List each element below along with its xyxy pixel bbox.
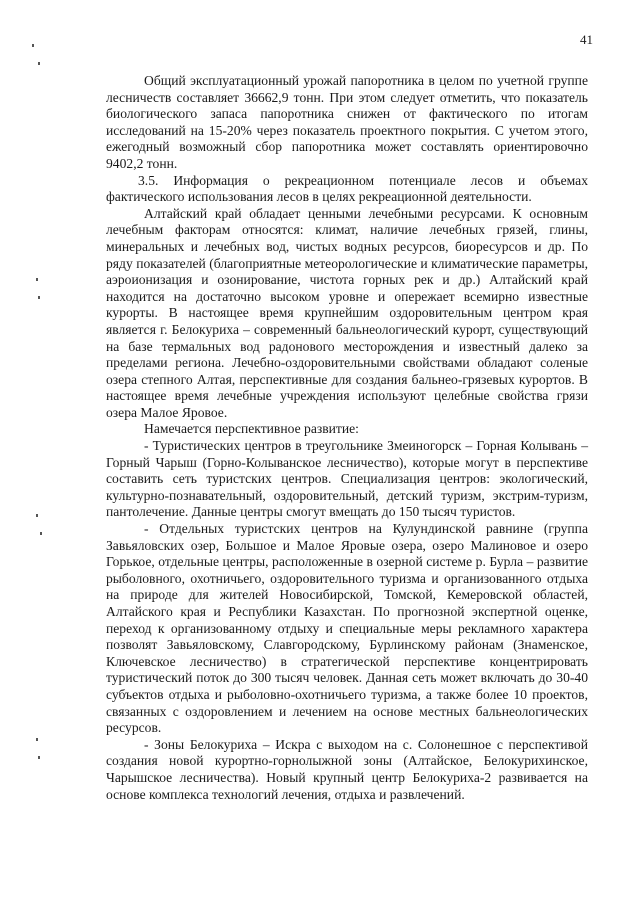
scan-mark [40, 532, 42, 535]
paragraph-development-intro: Намечается перспективное развитие: [144, 421, 359, 437]
scan-mark [32, 44, 34, 47]
document-body [106, 73, 588, 803]
scan-mark [36, 278, 38, 281]
scan-mark [38, 756, 40, 759]
paragraph-belokurikha-zone: - Зоны Белокуриха – Искра с выходом на с. Солонешное с перспективой создания новой курортно-горнолыжной зоны (Алтайское, Белокурихинское, Чарышское лесничества). Новый крупный центр Белокуриха-2 развивается на основе комплекса технологий лечения, отдыха и развлечений. [106, 736, 588, 802]
scan-mark [38, 62, 40, 65]
paragraph-zmeinogorsk-centers: - Туристических центров в треугольнике Змеиногорск – Горная Колывань – Горный Чарыш (Горно-Колыванское лесничество), которые могут в перспективе составить сеть туристских центров. Специализация центров: экологический, культурно-познавательный, оздоровительный, детский туризм, экстрим-туризм, пантолечение. Данные центры смогут вмещать до 150 тысяч туристов. [106, 438, 588, 520]
paragraph-fern-harvest: Общий эксплуатационный урожай папоротника в целом по учетной группе лесничеств составляет 36662,9 тонн. При этом следует отметить, что показатель биологического запаса папоротника снижен от фактического по итогам исследований на 15-20% через показатель проектного покрытия. С учетом этого, ежегодный возможный сбор папоротника может составлять ориентировочно 9402,2 тонн. [106, 73, 588, 171]
scan-mark [38, 296, 40, 299]
section-heading-recreation: 3.5. Информация о рекреационном потенциале лесов и объемах фактического использования лесов в целях рекреационной деятельности. [106, 172, 588, 205]
paragraph-altai-resources: Алтайский край обладает ценными лечебными ресурсами. К основным лечебным факторам относятся: климат, наличие лечебных грязей, глины, минеральных и лечебных вод, чистых водных ресурсов, биоресурсов и др. По ряду показателей (благоприятные метеорологические и климатические параметры, аэроионизация и озонирование, чистота горных рек и др.) Алтайский край находится на достаточно высоком уровне и опережает всемирно известные курорты. В настоящее время крупнейшим оздоровительным центром края является г. Белокуриха – современный бальнеологический курорт, существующий на базе термальных вод радонового месторождения и известный далеко за пределами региона. Лечебно-оздоровительными свойствами обладают соленые озера степного Алтая, перспективные для создания бальнео-грязевых курортов. В настоящее время лечебные учреждения используют целебные свойства грязи озера Малое Яровое. [106, 205, 588, 420]
scan-mark [36, 514, 38, 517]
paragraph-kulunda-centers: - Отдельных туристских центров на Кулундинской равнине (группа Завьяловских озер, Большое и Малое Яровые озера, озеро Малиновое и озеро Горькое, отдельные центры, расположенные в озерной системе р. Бурла – развитие рыболовного, охотничьего, оздоровительного туризма и организованного отдыха на природе для жителей Новосибирской, Томской, Кемеровской областей, Алтайского края и Республики Казахстан. По прогнозной экспертной оценке, переход к организованному отдыху и специальные меры рекламного характера позволят Завьяловскому, Славгородскому, Бурлинскому районам (Знаменское, Ключевское лесничество) в стратегической перспективе концентрировать туристический поток до 300 тысяч человек. Данная сеть может включать до 30-40 субъектов отдыха и рыболовно-охотничьего туризма, а также более 10 проектов, связанных с оздоровлением и лечением на основе местных бальнеологических ресурсов. [106, 521, 588, 736]
scan-mark [36, 738, 38, 741]
page-number: 41 [580, 32, 593, 47]
